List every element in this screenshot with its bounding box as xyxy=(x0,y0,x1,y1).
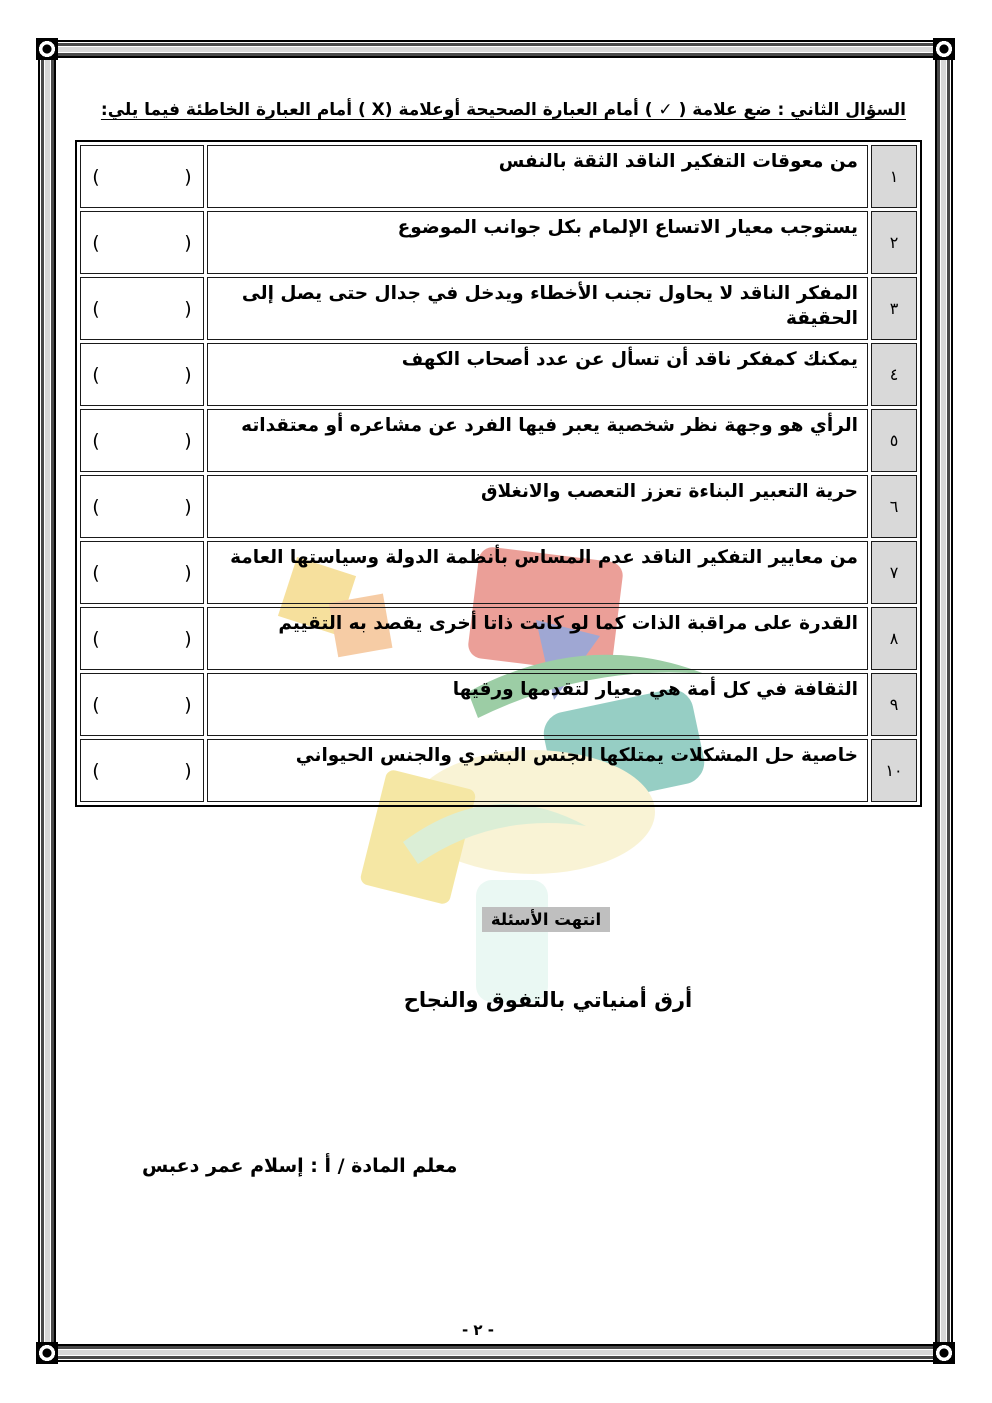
row-number: ١٠ xyxy=(871,739,917,802)
border-corner-ornament xyxy=(36,1342,58,1364)
border-edge-top xyxy=(38,40,953,58)
statement-text: يمكنك كمفكر ناقد أن تسأل عن عدد أصحاب الكهف xyxy=(207,343,868,406)
answer-cell[interactable]: ( ) xyxy=(80,673,204,736)
table-row xyxy=(80,475,917,538)
page-content xyxy=(58,58,930,1343)
statement-text: المفكر الناقد لا يحاول تجنب الأخطاء ويدخل في جدال حتى يصل إلى الحقيقة xyxy=(207,277,868,340)
answer-cell[interactable]: ( ) xyxy=(80,475,204,538)
statement-text: القدرة على مراقبة الذات كما لو كانت ذاتا أخرى يقصد به التقييم xyxy=(207,607,868,670)
table-row xyxy=(80,673,917,736)
statement-text: الرأي هو وجهة نظر شخصية يعبر فيها الفرد عن مشاعره أو معتقداته xyxy=(207,409,868,472)
row-number: ٩ xyxy=(871,673,917,736)
border-corner-ornament xyxy=(36,38,58,60)
row-number: ٤ xyxy=(871,343,917,406)
answer-cell[interactable]: ( ) xyxy=(80,739,204,802)
statements-table xyxy=(75,140,922,807)
border-corner-ornament xyxy=(933,38,955,60)
row-number: ٢ xyxy=(871,211,917,274)
table-row xyxy=(80,211,917,274)
answer-cell[interactable]: ( ) xyxy=(80,409,204,472)
answer-cell[interactable]: ( ) xyxy=(80,607,204,670)
statement-text: الثقافة في كل أمة هي معيار لتقدمها ورقيها xyxy=(207,673,868,736)
teacher-signature-line: معلم المادة / أ : إسلام عمر دعبس xyxy=(142,1155,458,1177)
table-row xyxy=(80,343,917,406)
row-number: ١ xyxy=(871,145,917,208)
table-row xyxy=(80,145,917,208)
table-row xyxy=(80,409,917,472)
statement-text: يستوجب معيار الاتساع الإلمام بكل جوانب الموضوع xyxy=(207,211,868,274)
statements-table-body xyxy=(80,145,917,802)
page-number: - ٢ - xyxy=(461,1321,495,1339)
wishes-line: أرق أمنياتي بالتفوق والنجاح xyxy=(403,988,693,1012)
answer-cell[interactable]: ( ) xyxy=(80,277,204,340)
table-row xyxy=(80,739,917,802)
table-row xyxy=(80,277,917,340)
border-edge-bottom xyxy=(38,1344,953,1362)
question-header: السؤال الثاني : ضع علامة ( ✓ ) أمام العبارة الصحيحة أوعلامة (X ) أمام العبارة الخاطئة فيما يلي: xyxy=(100,100,906,120)
end-of-questions-label: انتهت الأسئلة xyxy=(482,907,610,932)
row-number: ٦ xyxy=(871,475,917,538)
border-corner-ornament xyxy=(933,1342,955,1364)
answer-cell[interactable]: ( ) xyxy=(80,145,204,208)
table-row xyxy=(80,541,917,604)
row-number: ٣ xyxy=(871,277,917,340)
row-number: ٧ xyxy=(871,541,917,604)
statement-text: من معايير التفكير الناقد عدم المساس بأنظمة الدولة وسياستها العامة xyxy=(207,541,868,604)
border-edge-left xyxy=(38,40,56,1362)
answer-cell[interactable]: ( ) xyxy=(80,343,204,406)
answer-cell[interactable]: ( ) xyxy=(80,541,204,604)
statement-text: خاصية حل المشكلات يمتلكها الجنس البشري والجنس الحيواني xyxy=(207,739,868,802)
row-number: ٥ xyxy=(871,409,917,472)
statement-text: من معوقات التفكير الناقد الثقة بالنفس xyxy=(207,145,868,208)
answer-cell[interactable]: ( ) xyxy=(80,211,204,274)
row-number: ٨ xyxy=(871,607,917,670)
statement-text: حرية التعبير البناءة تعزز التعصب والانغلاق xyxy=(207,475,868,538)
border-edge-right xyxy=(935,40,953,1362)
table-row xyxy=(80,607,917,670)
